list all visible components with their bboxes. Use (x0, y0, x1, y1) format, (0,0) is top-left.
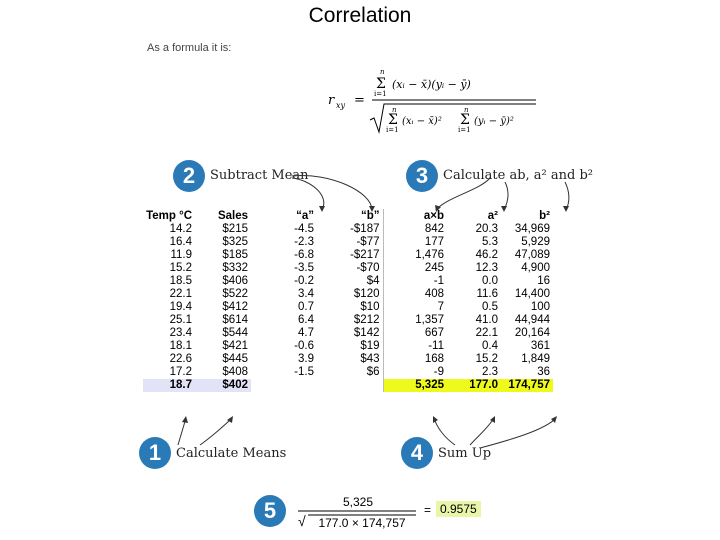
cell-a: -0.2 (294, 275, 314, 287)
cell-axb: 245 (424, 262, 444, 274)
cell-a: -2.3 (294, 236, 314, 248)
cell-temp: 22.6 (169, 353, 192, 365)
cell-a2: 41.0 (475, 314, 498, 326)
formula-numerator: (xᵢ − x̄)(yᵢ − ȳ) (392, 78, 471, 91)
formula-denominator-b: (yᵢ − ȳ)² (474, 116, 514, 127)
cell-temp: 18.1 (169, 340, 192, 352)
cell-a: 3.4 (298, 288, 314, 300)
numerator-sum-bottom: i=1 (374, 90, 387, 98)
step-4-badge: 4 (401, 437, 433, 469)
step-3-badge: 3 (406, 160, 438, 192)
table-row (143, 236, 553, 249)
formula-intro: As a formula it is: (147, 42, 232, 54)
cell-a: 0.7 (298, 301, 314, 313)
step-1-label: Calculate Means (176, 446, 287, 461)
cell-axb: 168 (424, 353, 444, 365)
den-b-sum-top: n (464, 106, 469, 114)
cell-b2: 4,900 (521, 262, 550, 274)
cell-axb: 408 (424, 288, 444, 300)
step-4-label: Sum Up (438, 446, 492, 461)
cell-axb: 842 (424, 223, 444, 235)
result-expression (296, 494, 516, 539)
cell-sales: $445 (222, 353, 248, 365)
arrow-to-sales-mean (200, 418, 232, 445)
cell-sales: $614 (222, 314, 248, 326)
cell-b: $212 (317, 314, 383, 327)
step-2-badge: 2 (173, 160, 205, 192)
arrowhead-temp-mean (182, 416, 188, 423)
cell-a2: 0.5 (482, 301, 498, 313)
mean-sales: $402 (195, 379, 251, 392)
cell-sales: $185 (222, 249, 248, 261)
cell-sales: $421 (222, 340, 248, 352)
cell-temp: 25.1 (169, 314, 192, 326)
sum-axb: 5,325 (383, 379, 447, 392)
cell-a: -0.6 (294, 340, 314, 352)
cell-b2: 44,944 (514, 314, 550, 326)
cell-a2: 5.3 (482, 236, 498, 248)
table-row (143, 223, 553, 236)
cell-axb: 177 (424, 236, 444, 248)
cell-temp: 18.5 (169, 275, 192, 287)
cell-temp: 11.9 (170, 249, 192, 261)
cell-sales: $544 (222, 327, 248, 339)
cell-b: -$70 (317, 262, 383, 275)
arrow-to-axb-sum (434, 418, 455, 445)
header-a2: a² (487, 210, 498, 222)
step-3-label: Calculate ab, a² and b² (443, 168, 594, 183)
result-numerator: 5,325 (342, 495, 374, 509)
cell-b: -$77 (317, 236, 383, 249)
cell-a2: 0.4 (482, 340, 498, 352)
cell-b: $120 (317, 288, 383, 301)
table-row (143, 340, 553, 353)
cell-temp: 16.4 (169, 236, 192, 248)
numerator-sigma: Σ (376, 76, 386, 92)
data-table-wrapper (143, 209, 553, 392)
header-a: “a” (296, 210, 314, 222)
arrow-to-b2 (565, 182, 569, 210)
cell-b: $19 (317, 340, 383, 353)
formula-denominator-a: (xᵢ − x̄)² (402, 116, 442, 127)
cell-b2: 36 (537, 366, 550, 378)
cell-b2: 20,164 (514, 327, 550, 339)
cell-sales: $215 (222, 223, 248, 235)
cell-a2: 46.2 (475, 249, 498, 261)
arrow-to-axb (436, 178, 490, 210)
cell-a2: 22.1 (475, 327, 498, 339)
cell-axb: 667 (424, 327, 444, 339)
arrow-to-a2-sum (470, 418, 494, 445)
den-b-sigma: Σ (460, 112, 470, 128)
cell-temp: 17.2 (169, 366, 192, 378)
result-denominator: 177.0 × 174,757 (318, 516, 406, 530)
cell-sales: $325 (222, 236, 248, 248)
header-b: “b” (317, 209, 383, 223)
formula-equals: = (354, 93, 365, 108)
cell-sales: $412 (222, 301, 248, 313)
den-a-sum-top: n (392, 106, 397, 114)
empty-cell (317, 379, 383, 392)
cell-axb: 1,476 (415, 249, 444, 261)
cell-a2: 11.6 (476, 288, 498, 300)
table-row (143, 353, 553, 366)
arrowhead-b2 (563, 206, 569, 212)
table-header-row (143, 209, 553, 223)
cell-b2: 100 (530, 301, 550, 313)
step-5-badge: 5 (254, 495, 286, 527)
den-a-sum-bottom: i=1 (386, 126, 399, 134)
cell-b2: 34,969 (514, 223, 550, 235)
cell-axb: -1 (433, 275, 444, 287)
cell-b2: 14,400 (514, 288, 550, 300)
cell-b: $142 (317, 327, 383, 340)
cell-b: $4 (317, 275, 383, 288)
cell-temp: 22.1 (169, 288, 192, 300)
cell-sales: $522 (222, 288, 248, 300)
arrow-to-a (292, 178, 324, 210)
cell-b: $6 (317, 366, 383, 379)
cell-temp: 15.2 (169, 262, 192, 274)
cell-a2: 2.3 (482, 366, 498, 378)
formula-lhs: r (328, 93, 335, 108)
empty-cell (251, 379, 317, 392)
table-row (143, 327, 553, 340)
cell-temp: 23.4 (169, 327, 192, 339)
table-row (143, 366, 553, 379)
table-row (143, 262, 553, 275)
header-sales: Sales (217, 210, 248, 222)
cell-a: -4.5 (294, 223, 314, 235)
header-b2: b² (539, 210, 550, 222)
cell-a2: 15.2 (475, 353, 498, 365)
table-row (143, 275, 553, 288)
cell-a2: 20.3 (475, 223, 498, 235)
den-b-sum-bottom: i=1 (458, 126, 471, 134)
cell-temp: 14.2 (169, 223, 192, 235)
step-2-label: Subtract Mean (210, 168, 309, 183)
cell-a: -6.8 (294, 249, 314, 261)
den-a-sigma: Σ (388, 112, 398, 128)
table-row (143, 301, 553, 314)
result-value: 0.9575 (436, 501, 481, 517)
header-axb: a×b (423, 210, 444, 222)
header-temp: Temp °C (146, 210, 192, 222)
table-row (143, 249, 553, 262)
cell-b2: 47,089 (514, 249, 550, 261)
cell-b2: 361 (530, 340, 550, 352)
arrow-to-a2 (504, 182, 508, 210)
cell-axb: 7 (437, 301, 444, 313)
table-body (143, 223, 553, 392)
data-table (143, 209, 553, 392)
cell-sales: $332 (222, 262, 248, 274)
cell-axb: -11 (428, 340, 444, 352)
cell-a: 3.9 (298, 353, 314, 365)
cell-b2: 1,849 (521, 353, 550, 365)
table-row (143, 288, 553, 301)
table-row (143, 314, 553, 327)
totals-row (143, 379, 553, 392)
mean-temp: 18.7 (143, 379, 195, 392)
formula-lhs-sub: xy (336, 101, 346, 110)
result-root: √ (298, 513, 306, 529)
cell-sales: $408 (222, 366, 248, 378)
cell-b: $10 (317, 301, 383, 314)
sum-b2: 174,757 (501, 379, 553, 392)
cell-temp: 19.4 (169, 301, 192, 313)
cell-axb: -9 (433, 366, 444, 378)
cell-a: -3.5 (294, 262, 314, 274)
cell-a: 6.4 (298, 314, 314, 326)
cell-a2: 12.3 (475, 262, 498, 274)
cell-a: -1.5 (294, 366, 314, 378)
step-1-badge: 1 (139, 437, 171, 469)
cell-b: -$217 (317, 249, 383, 262)
numerator-sum-top: n (380, 68, 385, 76)
cell-b2: 5,929 (521, 236, 550, 248)
page-title: Correlation (308, 4, 412, 27)
cell-b2: 16 (537, 275, 550, 287)
result-equals: = (424, 503, 432, 517)
cell-sales: $406 (222, 275, 248, 287)
cell-a: 4.7 (298, 327, 314, 339)
cell-axb: 1,357 (415, 314, 444, 326)
cell-b: $43 (317, 353, 383, 366)
sum-a2: 177.0 (447, 379, 501, 392)
cell-b: -$187 (317, 223, 383, 236)
result-graphic (296, 494, 516, 534)
cell-a2: 0.0 (482, 275, 498, 287)
